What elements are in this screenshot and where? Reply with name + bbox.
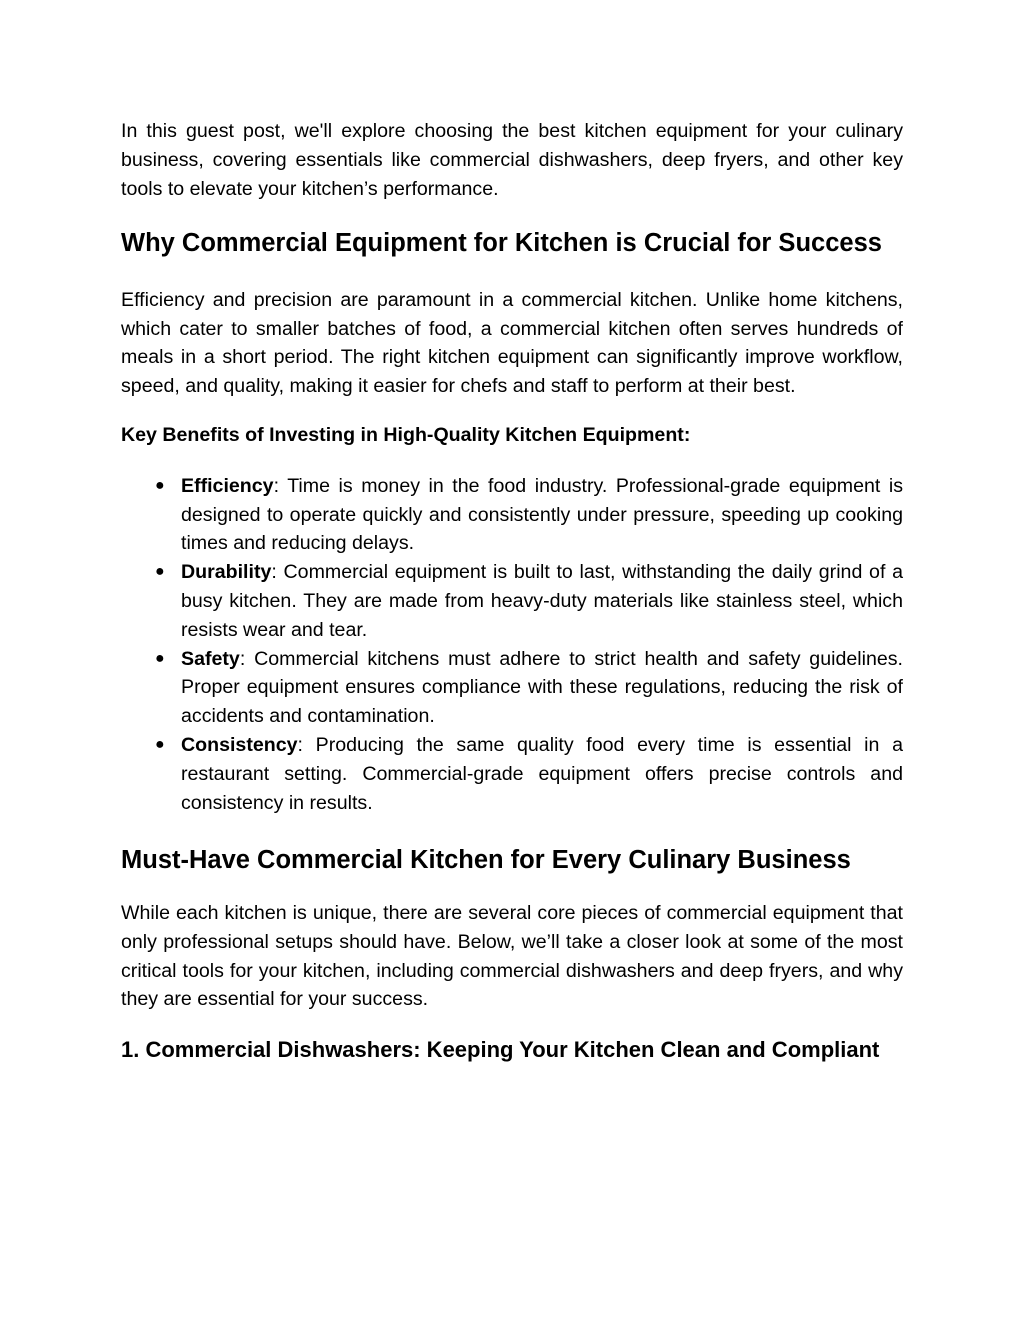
benefit-text: : Producing the same quality food every time is essential in a restaurant setting. Commercial-grade equipment offers precise controls and consistency in results. [181, 734, 903, 814]
list-item [155, 645, 903, 731]
key-benefits-subheading: Key Benefits of Investing in High-Quality Kitchen Equipment: [121, 424, 691, 447]
benefit-text: : Commercial kitchens must adhere to strict health and safety guidelines. Proper equipment ensures compliance with these regulations, reducing the risk of accidents and contamination. [181, 647, 903, 728]
benefit-text: : Commercial equipment is built to last, withstanding the daily grind of a busy kitchen. They are made from heavy-duty materials like stainless steel, which resists wear and tear. [181, 561, 903, 641]
bullet-icon: ● [155, 476, 165, 494]
list-item [155, 731, 903, 817]
document-page [121, 117, 903, 1065]
intro-paragraph: In this guest post, we'll explore choosing the best kitchen equipment for your culinary business, covering essentials like commercial dishwashers, deep fryers, and other key tools to elevate your kitchen’s performance. [121, 120, 903, 200]
benefits-list [121, 472, 903, 818]
bullet-icon: ● [155, 563, 165, 581]
list-item [155, 472, 903, 558]
benefit-term: Efficiency [181, 474, 274, 497]
heading-must-have-kitchen: Must-Have Commercial Kitchen for Every Culinary Business [121, 846, 851, 875]
benefit-term: Durability [181, 561, 272, 584]
why-paragraph: Efficiency and precision are paramount in a commercial kitchen. Unlike home kitchens, which cater to smaller batches of food, a commercial kitchen often serves hundreds of meals in a short period. The right kitchen equipment can significantly improve workflow, speed, and quality, making it easier for chefs and staff to perform at their best. [121, 288, 903, 398]
bullet-icon: ● [155, 736, 165, 754]
heading-why-commercial-equipment: Why Commercial Equipment for Kitchen is Crucial for Success [121, 229, 882, 258]
benefit-text: : Time is money in the food industry. Professional-grade equipment is designed to operate quickly and consistently under pressure, speeding up cooking times and reducing delays. [181, 474, 903, 555]
bullet-icon: ● [155, 649, 165, 667]
benefit-term: Safety [181, 647, 240, 670]
benefit-term: Consistency [181, 734, 298, 757]
must-have-paragraph: While each kitchen is unique, there are several core pieces of commercial equipment that only professional setups should have. Below, we’ll take a closer look at some of the most critical tools for your kitchen, including commercial dishwashers and deep fryers, and why they are essential for your success. [121, 901, 903, 1011]
list-item [155, 558, 903, 644]
heading-commercial-dishwashers: 1. Commercial Dishwashers: Keeping Your Kitchen Clean and Compliant [121, 1037, 880, 1063]
